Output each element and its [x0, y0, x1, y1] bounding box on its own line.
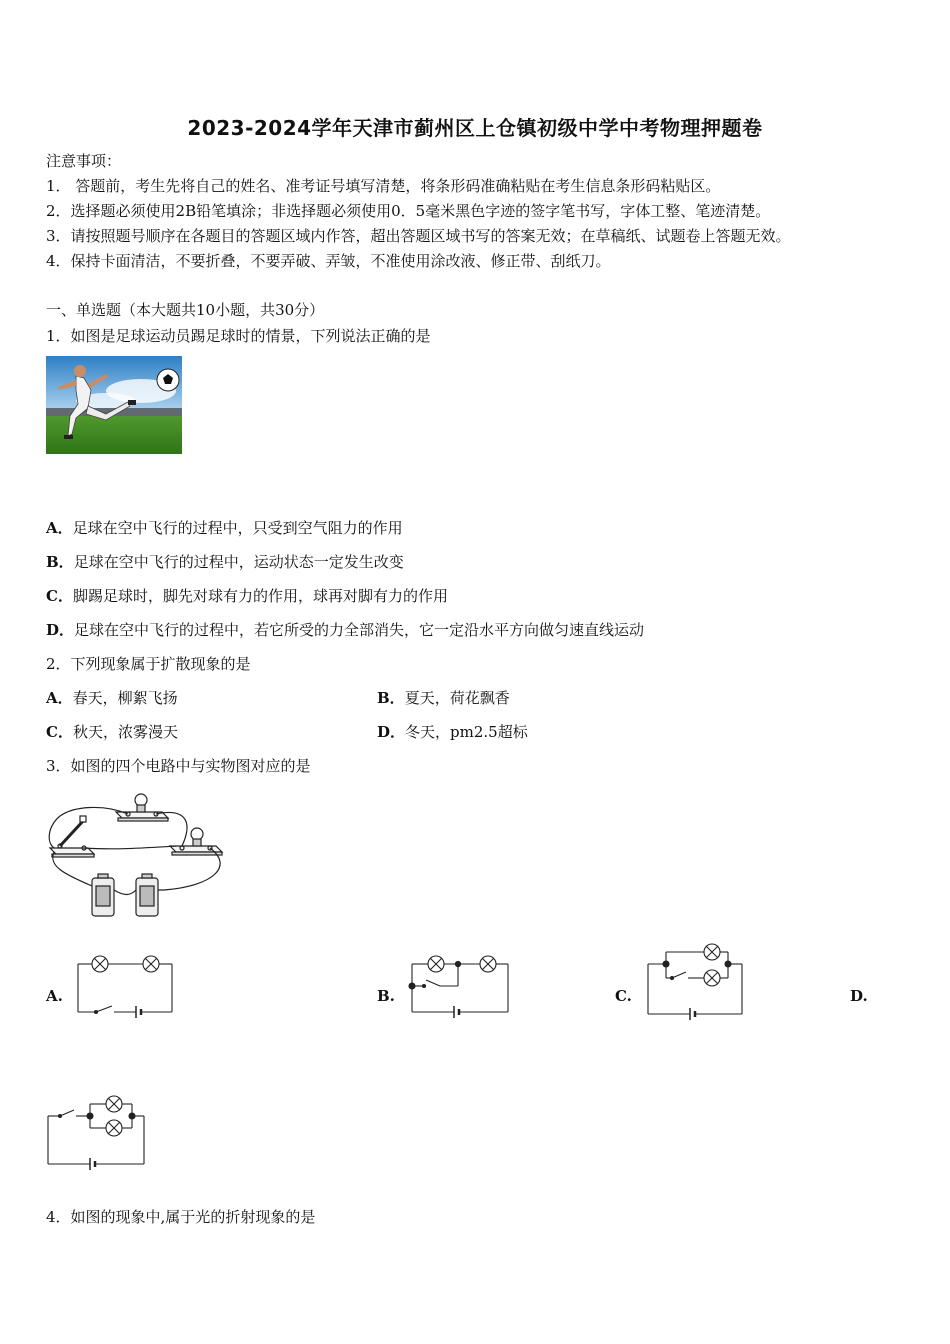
notice-item-2: 2．选择题必须使用2B铅笔填涂；非选择题必须使用0．5毫米黑色字迹的签字笔书写，字体工整、笔迹清楚。: [46, 202, 771, 220]
q1-option-a-label: A．: [46, 519, 73, 537]
q1-option-b[interactable]: [46, 552, 404, 572]
page-title: 2023-2024学年天津市蓟州区上仓镇初级中学中考物理押题卷: [187, 116, 763, 140]
q2-option-b[interactable]: [377, 688, 510, 708]
soccer-player-image: [46, 356, 182, 454]
q3-label-b[interactable]: B.: [377, 987, 395, 1005]
q1-option-c[interactable]: [46, 586, 448, 606]
q2-option-a-text: 春天，柳絮飞扬: [72, 689, 178, 707]
q2-option-a-label: A．: [46, 689, 73, 707]
q2-option-a[interactable]: [46, 688, 178, 708]
q2-option-d[interactable]: [377, 722, 528, 742]
q1-option-b-text: 足球在空中飞行的过程中，运动状态一定发生改变: [73, 553, 404, 571]
q1-option-b-label: B．: [46, 553, 74, 571]
q1-option-a-text: 足球在空中飞行的过程中，只受到空气阻力的作用: [72, 519, 403, 537]
q2-option-d-label: D．: [377, 723, 406, 741]
physical-circuit-image: [44, 786, 230, 920]
notice-item-4: 4．保持卡面清洁，不要折叠，不要弄破、弄皱，不准使用涂改液、修正带、刮纸刀。: [46, 252, 611, 270]
q3-circuit-d[interactable]: [40, 1090, 154, 1174]
q1-option-c-label: C．: [46, 587, 73, 605]
q3-circuit-b[interactable]: [402, 950, 518, 1022]
notice-heading: 注意事项：: [46, 152, 122, 170]
q3-circuit-c[interactable]: [640, 938, 750, 1022]
q3-label-a[interactable]: A.: [46, 987, 63, 1005]
q2-option-d-text: 冬天，pm2.5超标: [405, 723, 528, 741]
q2-stem: 2．下列现象属于扩散现象的是: [46, 655, 251, 673]
q1-option-d-label: D．: [46, 621, 75, 639]
q2-option-c[interactable]: [46, 722, 178, 742]
q1-option-a[interactable]: [46, 518, 403, 538]
q1-option-d-text: 足球在空中飞行的过程中，若它所受的力全部消失，它一定沿水平方向做匀速直线运动: [74, 621, 645, 639]
q2-option-b-label: B．: [377, 689, 405, 707]
q1-option-c-text: 脚踢足球时，脚先对球有力的作用，球再对脚有力的作用: [72, 587, 448, 605]
q2-option-b-text: 夏天，荷花飘香: [404, 689, 510, 707]
q2-option-c-label: C．: [46, 723, 73, 741]
q2-option-c-text: 秋天，浓雾漫天: [72, 723, 178, 741]
q1-stem: 1．如图是足球运动员踢足球时的情景，下列说法正确的是: [46, 327, 431, 345]
q3-circuit-a[interactable]: [70, 950, 180, 1022]
q3-label-c[interactable]: C.: [615, 987, 632, 1005]
q3-stem: 3．如图的四个电路中与实物图对应的是: [46, 757, 311, 775]
q1-option-d[interactable]: [46, 620, 644, 640]
section-heading: 一、单选题（本大题共10小题，共30分）: [46, 301, 325, 319]
q4-stem: 4．如图的现象中,属于光的折射现象的是: [46, 1208, 316, 1226]
notice-item-1: 1． 答题前，考生先将自己的姓名、准考证号填写清楚，将条形码准确粘贴在考生信息条形码粘贴区。: [46, 177, 721, 195]
q3-label-d[interactable]: D.: [850, 987, 868, 1005]
notice-item-3: 3．请按照题号顺序在各题目的答题区域内作答，超出答题区域书写的答案无效；在草稿纸、试题卷上答题无效。: [46, 227, 791, 245]
